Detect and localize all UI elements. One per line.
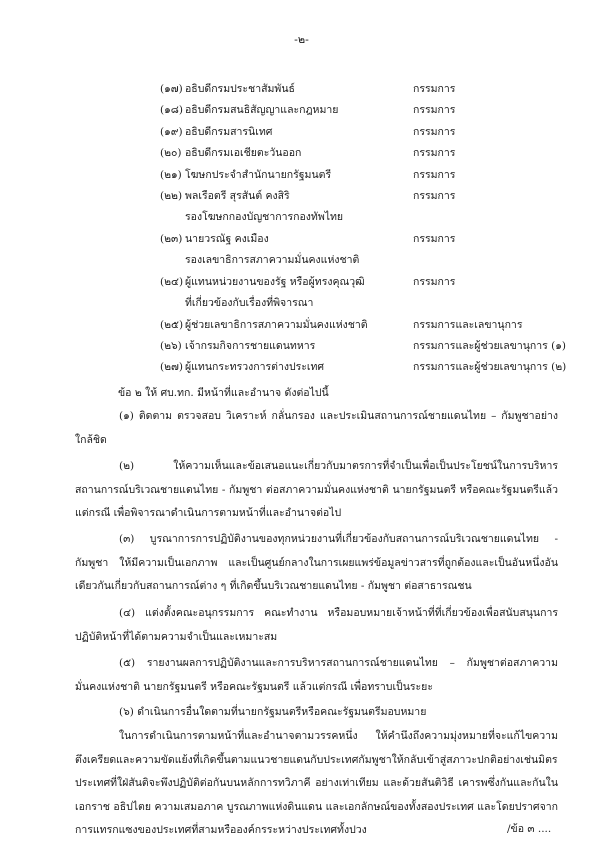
member-number: (๒๒) [160,190,183,202]
member-name: อธิบดีกรมสนธิสัญญาและกฎหมาย [185,104,339,116]
member-name: อธิบดีกรมเอเชียตะวันออก [185,147,302,159]
member-name: พลเรือตรี สุรสันต์ คงสิริ [185,190,290,202]
duty-item [75,602,558,649]
member-name: ผู้ช่วยเลขาธิการสภาความมั่นคงแห่งชาติ [185,319,368,331]
duty-text: (๕) รายงานผลการปฏิบัติงานและการบริหารสถานการณ์ชายแดนไทย – กัมพูชาต่อสภาความมั่นคงแห่งชาติ นายกรัฐมนตรี หรือคณะรัฐมนตรี แล้วแต่กรณี เพื่อทราบเป็นระยะ [75,657,558,693]
member-number: (๑๗) [160,83,183,95]
member-number: (๒๖) [160,340,182,352]
duty-item [75,701,558,725]
member-number: (๒๔) [160,276,184,288]
member-row [0,101,603,119]
member-number: (๒๓) [160,233,183,245]
continued-marker: /ข้อ ๓ .... [507,823,552,835]
member-role: กรรมการ [413,126,456,138]
page-number: -๒- [294,33,309,46]
member-name: นายวรณัฐ คงเมือง [185,233,269,245]
duty-text: (๒) ให้ความเห็นและข้อเสนอแนะเกี่ยวกับมาตรการที่จำเป็นเพื่อเป็นประโยชน์ในการบริหารสถานการณ์บริเวณชายแดนไทย - กัมพูชา ต่อสภาความมั่นคงแห่งชาติ นายกรัฐมนตรี หรือคณะรัฐมนตรีแล้วแต่กรณี เพื่อพิจารณาดำเนินการตามหน้าที่และอำนาจต่อไป [75,460,558,519]
member-row [0,144,603,162]
member-subtitle: รองโฆษกกองบัญชาการกองทัพไทย [185,211,344,223]
duty-item [75,652,558,699]
member-row [0,80,603,98]
member-role: กรรมการ [413,83,456,95]
member-role: กรรมการและผู้ช่วยเลขานุการ (๑) [413,340,566,352]
member-name: อธิบดีกรมสารนิเทศ [185,126,273,138]
duty-item [75,528,558,599]
member-row [0,230,603,248]
duty-text: (๖) ดำเนินการอื่นใดตามที่นายกรัฐมนตรีหรือคณะรัฐมนตรีมอบหมาย [119,706,427,718]
member-row [0,358,603,376]
member-number: (๑๙) [160,126,183,138]
member-name: ผู้แทนกระทรวงการต่างประเทศ [185,361,325,373]
member-row [0,273,603,291]
member-number: (๒๗) [160,361,184,373]
member-number: (๒๑) [160,169,182,181]
duty-item [75,455,558,526]
closing-text: ในการดำเนินการตามหน้าที่และอำนาจตามวรรคหนึ่ง ให้คำนึงถึงความมุ่งหมายที่จะแก้ไขความตึงเครียดและความขัดแย้งที่เกิดขึ้นตามแนวชายแดนกับประเทศกัมพูชาให้กลับเข้าสู่สภาวะปกติอย่างเช่นมิตรประเทศที่ใฝ่สันติจะพึงปฏิบัติต่อกันบนหลักการทวิภาคี อย่างเท่าเทียม และด้วยสันติวิธี เคารพซึ่งกันและกันในเอกราช อธิปไตย ความเสมอภาค บูรณภาพแห่งดินแดน และเอกลักษณ์ของทั้งสองประเทศ และโดยปราศจากการแทรกแซงของประเทศที่สามหรือองค์กรระหว่างประเทศทั้งปวง [75,730,558,836]
member-role: กรรมการและผู้ช่วยเลขานุการ (๒) [413,361,567,373]
member-role: กรรมการ [413,276,456,288]
member-row [0,166,603,184]
member-row [0,123,603,141]
member-number: (๒๐) [160,147,182,159]
member-role: กรรมการ [413,190,456,202]
clause-heading: ข้อ ๒ ให้ ศบ.ทก. มีหน้าที่และอำนาจ ดังต่อไปนี้ [118,387,329,399]
member-name: ผู้แทนหน่วยงานของรัฐ หรือผู้ทรงคุณวุฒิ [185,276,365,288]
duty-item [75,405,558,452]
member-number: (๒๕) [160,319,184,331]
member-row [0,187,603,205]
member-role: กรรมการ [413,147,456,159]
member-role: กรรมการ [413,233,456,245]
member-row [0,337,603,355]
member-number: (๑๘) [160,104,183,116]
duty-text: (๑) ติดตาม ตรวจสอบ วิเคราะห์ กลั่นกรอง และประเมินสถานการณ์ชายแดนไทย – กัมพูชาอย่างใกล้ชิด [75,410,558,446]
duty-text: (๓) บูรณาการการปฏิบัติงานของทุกหน่วยงานที่เกี่ยวข้องกับสถานการณ์บริเวณชายแดนไทย - กัมพูชา ให้มีความเป็นเอกภาพ และเป็นศูนย์กลางในการเผยแพร่ข้อมูลข่าวสารที่ถูกต้องและเป็นอันหนึ่งอันเดียวกันเกี่ยวกับสถานการณ์ต่าง ๆ ที่เกิดขึ้นบริเวณชายแดนไทย - กัมพูชา ต่อสาธารณชน [75,533,558,592]
member-row [0,316,603,334]
member-name: อธิบดีกรมประชาสัมพันธ์ [185,83,295,95]
member-role: กรรมการ [413,169,456,181]
duty-text: (๔) แต่งตั้งคณะอนุกรรมการ คณะทำงาน หรือมอบหมายเจ้าหน้าที่ที่เกี่ยวข้องเพื่อสนับสนุนการปฏิบัติหน้าที่ได้ตามความจำเป็นและเหมาะสม [75,607,558,643]
member-role: กรรมการ [413,104,456,116]
member-subtitle: รองเลขาธิการสภาความมั่นคงแห่งชาติ [185,254,360,266]
closing-paragraph [75,725,558,843]
member-name: เจ้ากรมกิจการชายแดนทหาร [185,340,316,352]
member-subtitle: ที่เกี่ยวข้องกับเรื่องที่พิจารณา [185,297,314,309]
member-role: กรรมการและเลขานุการ [413,319,523,331]
member-name: โฆษกประจำสำนักนายกรัฐมนตรี [185,169,332,181]
